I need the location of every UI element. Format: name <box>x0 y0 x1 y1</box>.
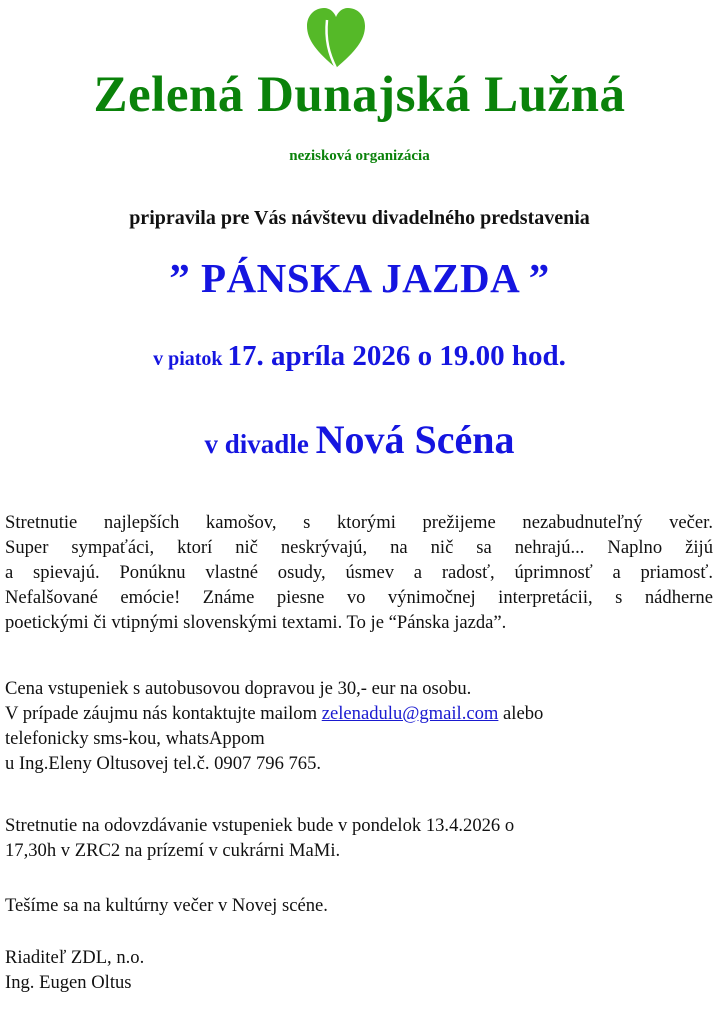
contact-text: V prípade záujmu nás kontaktujte mailom <box>5 703 322 724</box>
email-link[interactable]: zelenadulu@gmail.com <box>321 703 499 724</box>
description-paragraph <box>5 510 713 635</box>
venue-name: Nová Scéna <box>315 417 515 462</box>
price-contact-paragraph <box>5 676 713 776</box>
date-main: 17. apríla 2026 o 19.00 hod. <box>227 340 566 372</box>
contact-line-2: telefonicky sms-kou, whatsAppom <box>5 728 265 749</box>
date-prefix: v piatok <box>153 348 228 370</box>
description-line: Stretnutie najlepších kamošov, s ktorými prežijeme nezabudnuteľný večer. <box>5 512 713 533</box>
org-name: Zelená Dunajská Lužná <box>93 67 626 123</box>
price-line: Cena vstupeniek s autobusovou dopravou je 30,- eur na osobu. <box>5 678 472 699</box>
event-date <box>0 340 719 373</box>
closing-line: Tešíme sa na kultúrny večer v Novej scéne. <box>5 895 328 916</box>
contact-text-after: alebo <box>498 703 544 724</box>
closing-paragraph <box>5 893 713 918</box>
signature-block <box>5 945 713 995</box>
signature-title: Riaditeľ ZDL, n.o. <box>5 947 145 968</box>
meeting-line-2: 17,30h v ZRC2 na prízemí v cukrárni MaMi. <box>5 840 341 861</box>
event-venue <box>0 416 719 463</box>
contact-line-3: u Ing.Eleny Oltusovej tel.č. 0907 796 765. <box>5 753 322 774</box>
description-line: Super sympaťáci, ktorí nič neskrývajú, na nič sa nehrajú... Naplno žijú <box>5 537 713 558</box>
org-subtitle: nezisková organizácia <box>289 148 430 164</box>
show-title: ” PÁNSKA JAZDA ” <box>169 255 550 301</box>
signature-name: Ing. Eugen Oltus <box>5 972 132 993</box>
contact-line <box>5 701 713 726</box>
description-line: poetickými či vtipnými slovenskými textami. To je “Pánska jazda”. <box>5 612 507 633</box>
description-line: a spievajú. Ponúknu vlastné osudy, úsmev a radosť, úprimnosť a priamosť. <box>5 562 713 583</box>
description-line: Nefalšované emócie! Známe piesne vo výnimočnej interpretácii, s nádherne <box>5 587 713 608</box>
meeting-line-1: Stretnutie na odovzdávanie vstupeniek bude v pondelok 13.4.2026 o <box>5 815 515 836</box>
green-heart-leaf-icon <box>305 6 367 70</box>
venue-prefix: v divadle <box>204 429 316 459</box>
meeting-paragraph <box>5 813 713 863</box>
event-intro: pripravila pre Vás návštevu divadelného predstavenia <box>129 207 590 229</box>
